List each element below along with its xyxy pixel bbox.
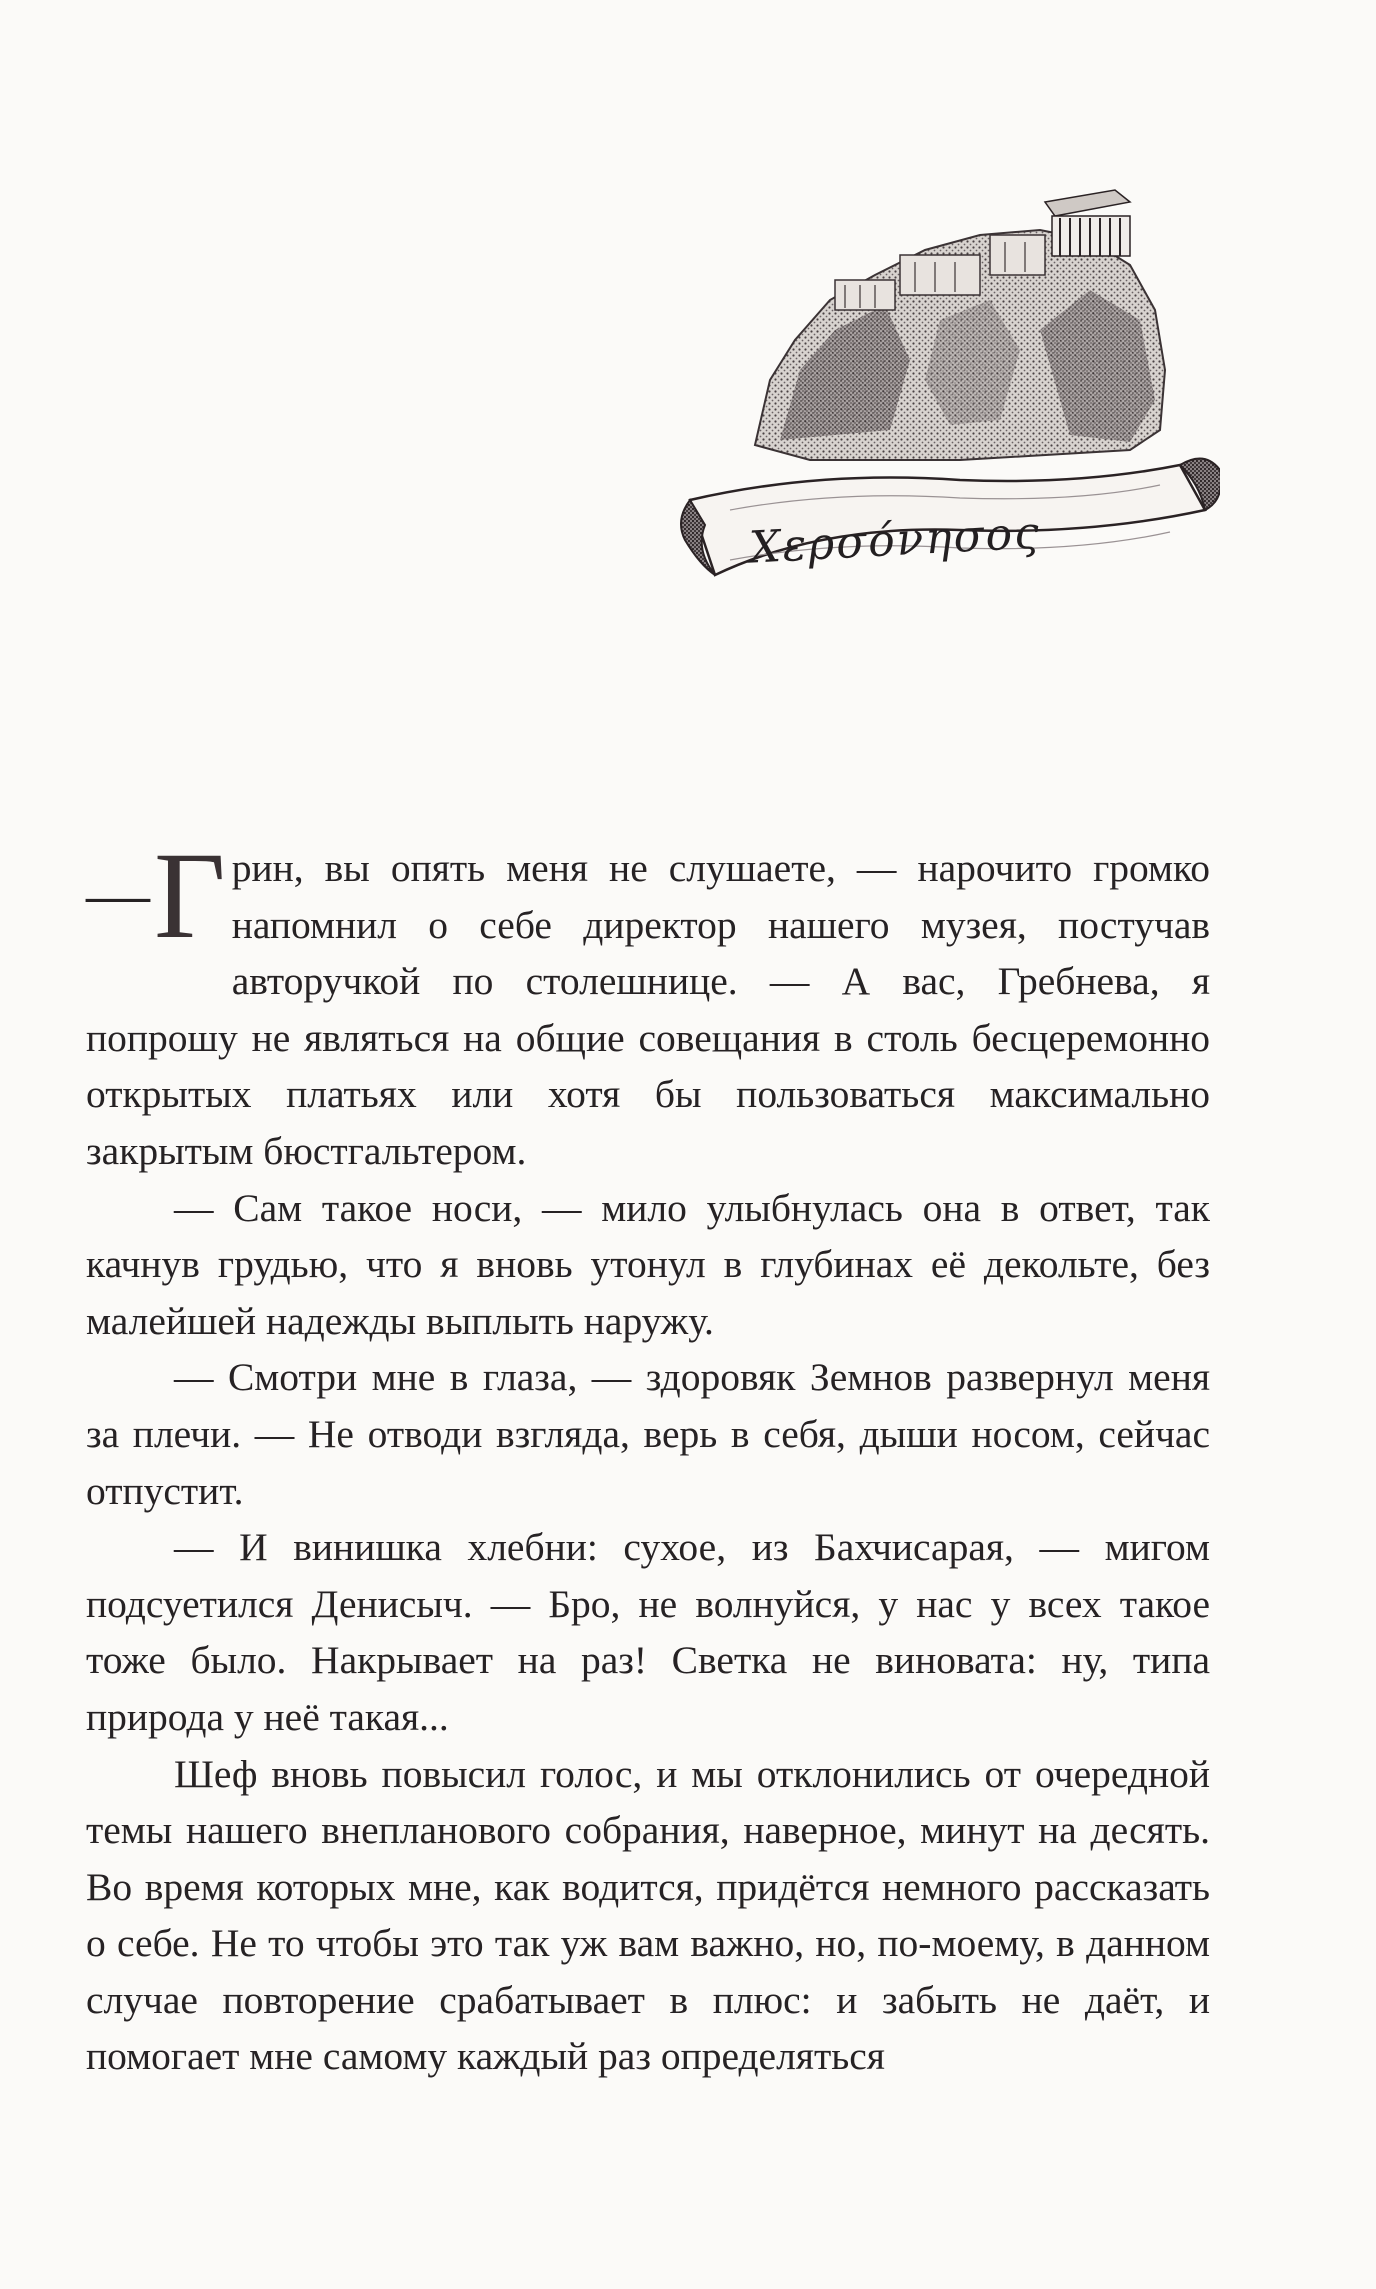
scroll-caption: Χερσόνησος	[748, 507, 1042, 574]
paragraph-1-text: рин, вы опять меня не слушаете, — нарочито громко напомнил о себе директор нашего музея, постучав авторучкой по столешнице. — А вас, Гребнева, я попрошу не являться на общие совещания в столь бесцеремонно открытых платьях или хотя бы пользоваться максимально закрытым бюстгальтером.	[86, 846, 1210, 1173]
paragraph-2: — Сам такое носи, — мило улыбнулась она в ответ, так качнув грудью, что я вновь утонул в глубинах её декольте, без малейшей надежды выплыть наружу.	[86, 1185, 1210, 1343]
paragraph-1	[86, 827, 1210, 1180]
paragraph-3: — Смотри мне в глаза, — здоровяк Земнов развернул меня за плечи. — Не отводи взгляда, верь в себя, дыши носом, сейчас отпустит.	[86, 1355, 1210, 1513]
paragraph-5: Шеф вновь повысил голос, и мы отклонились от очередной темы нашего внепланового собрания, наверное, минут на десять. Во время которых мне, как водится, придётся немного рассказать о себе. Не то чтобы это так уж вам важно, но, по-моему, в данном случае повторение срабатывает в плюс: и забыть не даёт, и помогает мне самому каждый раз определяться	[86, 1751, 1210, 2079]
drop-cap-dash: —	[86, 858, 150, 929]
drop-cap-letter: Г	[154, 827, 226, 964]
paragraph-4: — И винишка хлебни: сухое, из Бахчисарая, — мигом подсуетился Денисыч. — Бро, не волнуйся, у нас у всех такое тоже было. Накрывает на раз! Светка не виновата: ну, типа природа у неё такая...	[86, 1525, 1210, 1739]
drop-cap	[86, 827, 226, 964]
body-text	[86, 827, 1210, 2085]
